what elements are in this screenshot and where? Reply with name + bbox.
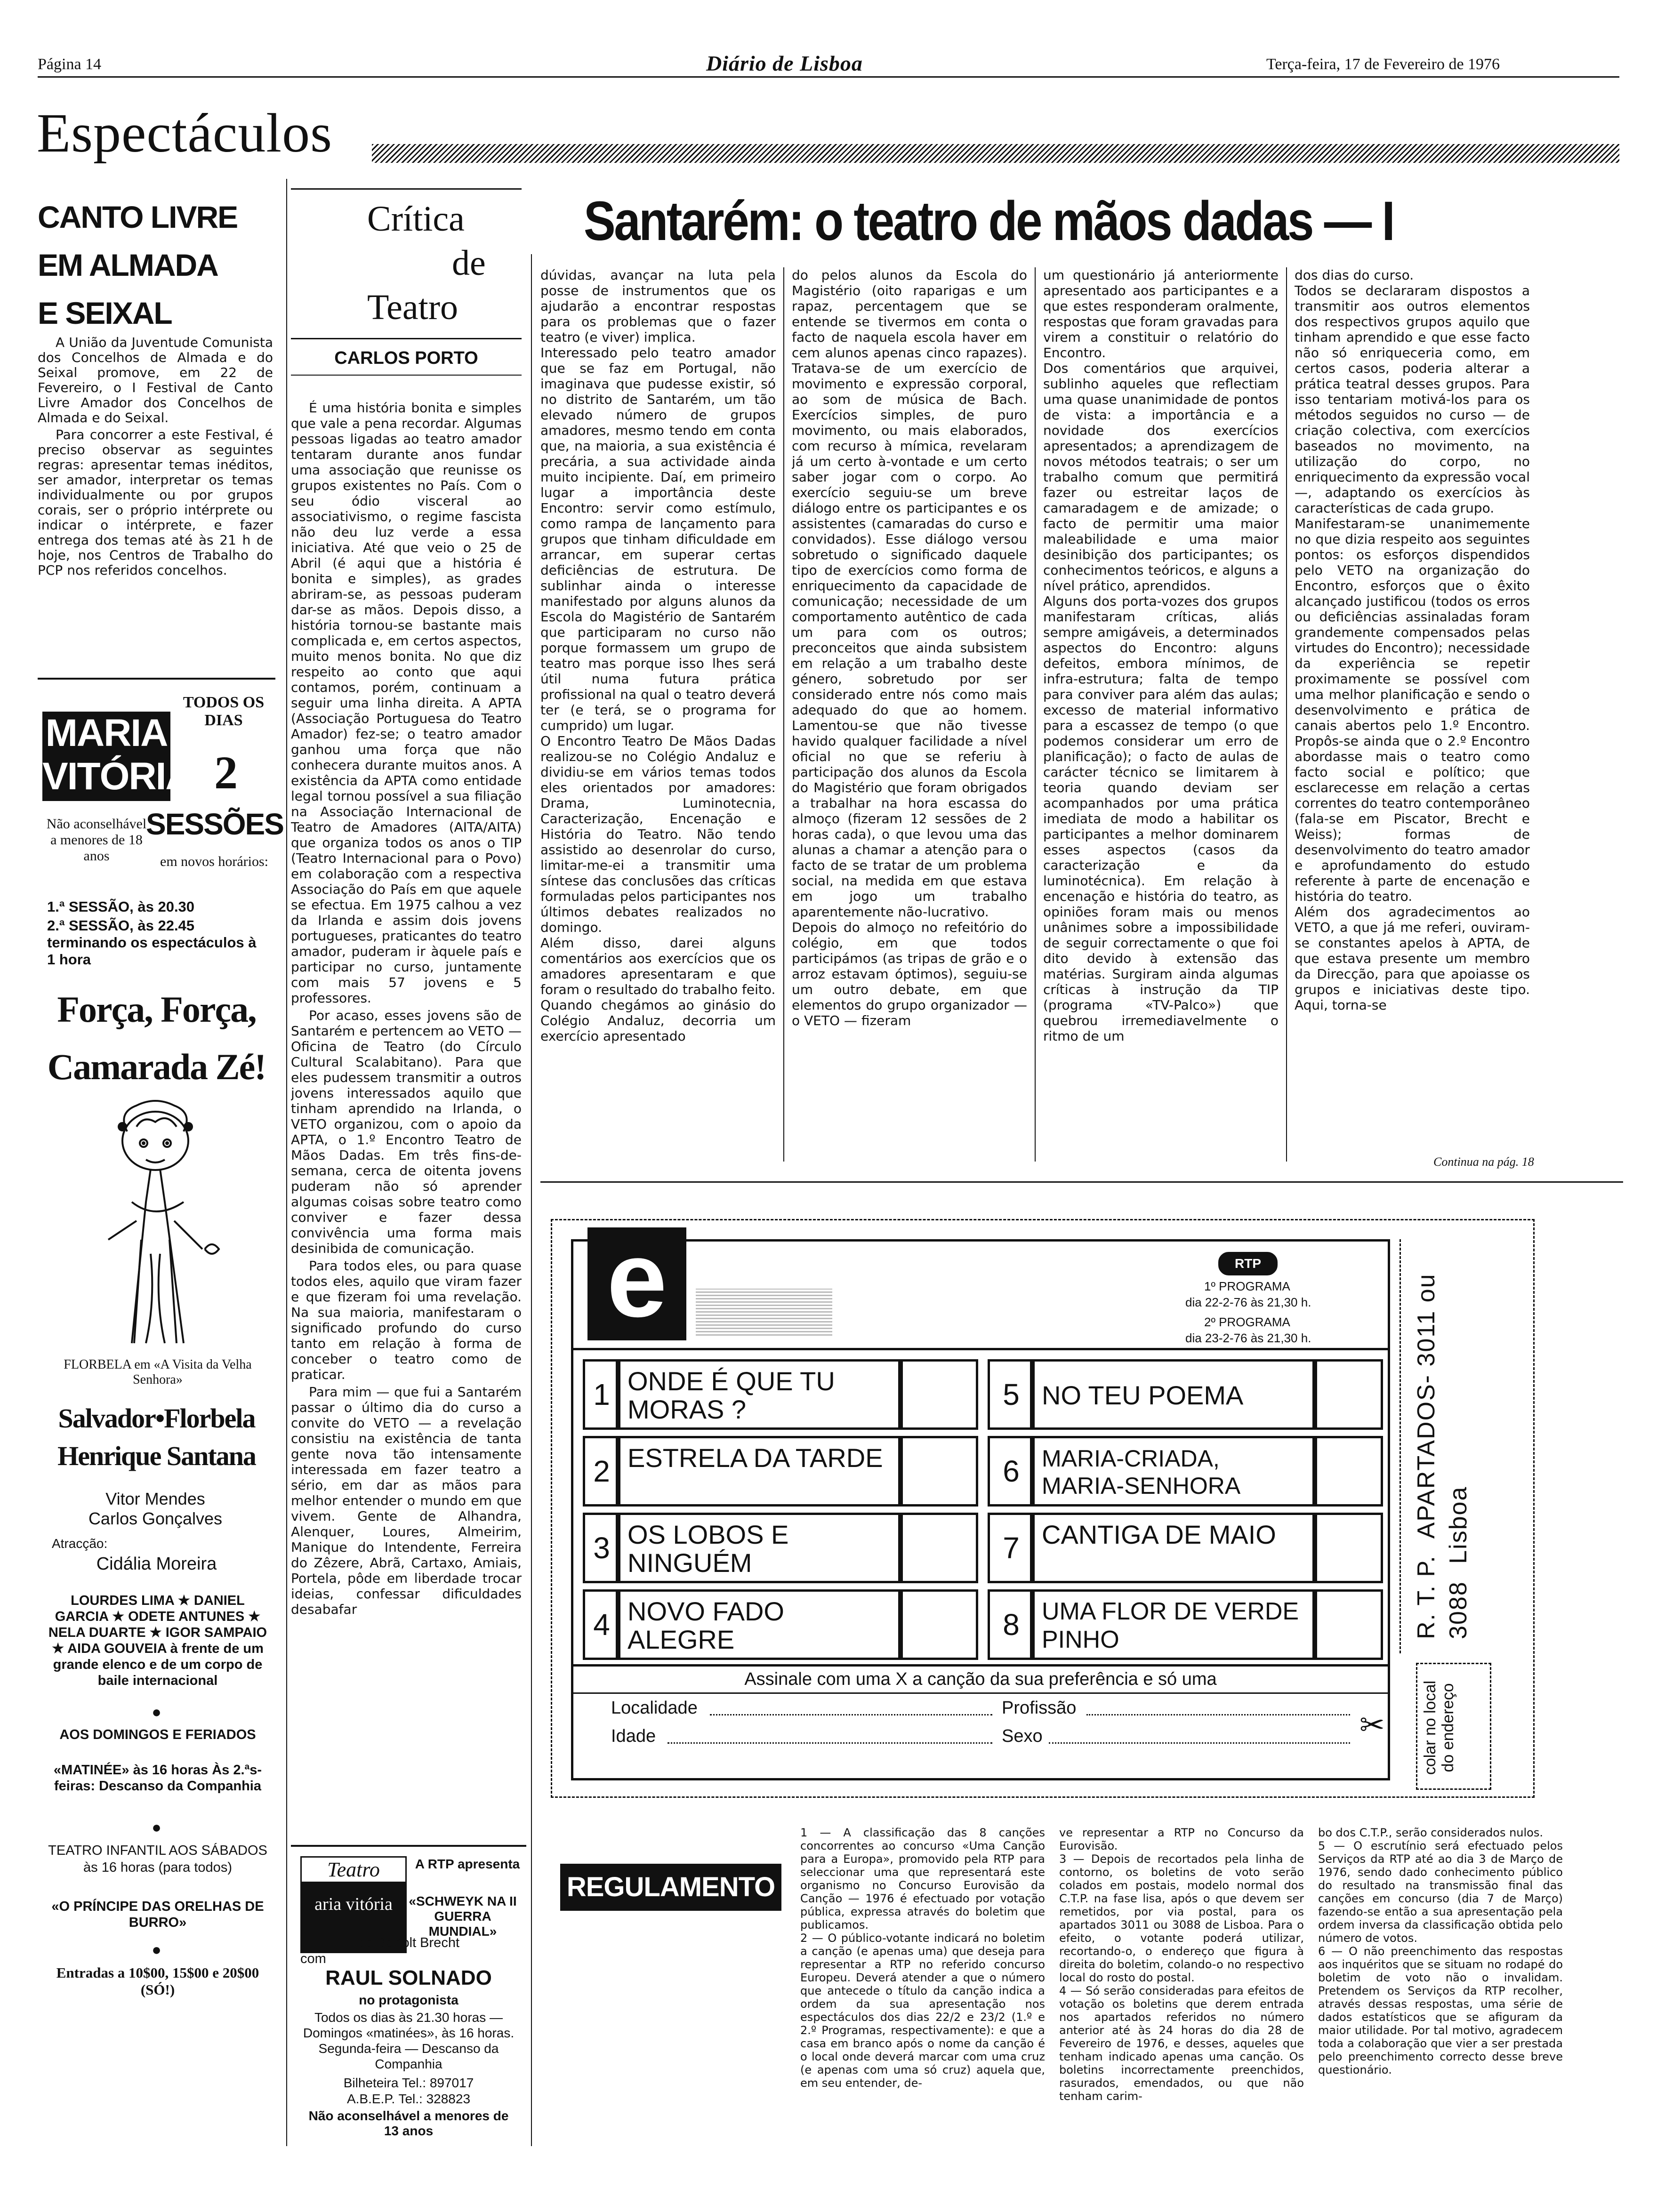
canto-livre-headline bbox=[38, 193, 282, 337]
regulamento-title: REGULAMENTO bbox=[560, 1864, 781, 1911]
article-headline: Santarém: o teatro de mãos dadas — I bbox=[584, 190, 1394, 252]
teatro-rtp: A RTP apresenta bbox=[415, 1857, 520, 1871]
sessoes-label: SESSÕES bbox=[146, 807, 283, 841]
article-column-2: do pelos alunos da Escola do Magistério (oito raparigas e um rapaz, percentagem que se entende se tivermos em conta o facto de naquela escola haver em cem alunos apenas cinco rapazes). Tratava-se de um exercício de movimento e expressão corporal, ao som de música de Bach. Exercícios simples, de puro movimento, ou mais elaborados, com recurso à mímica, revelaram já um certo à-vontade e um certo saber jogar com o corpo. Ao exercício seguiu-se um breve diálogo entre os participantes e os assistentes (camaradas do curso e convidados). Esse diálogo versou sobretudo o significado daquele tipo de exercícios como forma de enriquecimento da capacidade de comunicação; necessidade de um comportamento autêntico de cada um para com os outros; preconceitos que ainda subsistem em relação a um trabalho deste género, sobretudo por ser considerado entre nós como mais adequado do que ao homem. Lamentou-se que não tivesse havido qualquer facilidade a nível oficial no que se referiu à participação dos alunos da Escola do Magistério que foram obrigados a trabalhar na hora escassa do almoço (fizeram 12 sessões de 2 horas cada), o que levou uma das alunas a chamar a atenção para o facto de se tratar de um problema social, na medida em que estava em jogo um trabalho aparentemente não-lucrativo. Depois do almoço no refeitório do colégio, em que todos participámos (as tripas de grão e o arroz estavam óptimos), seguiu-se um outro debate, em que elementos do grupo organizador — o VETO — fizeram bbox=[792, 267, 1027, 1028]
critica-author: CARLOS PORTO bbox=[334, 348, 478, 368]
song-title: CANTIGA DE MAIO bbox=[1030, 1513, 1317, 1583]
critica-title bbox=[301, 197, 518, 329]
song-number: 2 bbox=[583, 1436, 620, 1507]
programa-1: 1º PROGRAMA bbox=[1204, 1279, 1290, 1293]
column-divider bbox=[1035, 267, 1036, 1162]
teatro-infantil: TEATRO INFANTIL AOS SÁBADOS às 16 horas (para todos) bbox=[48, 1843, 267, 1875]
critica-title-line: Crítica bbox=[367, 199, 465, 239]
performers: LOURDES LIMA ★ DANIEL GARCIA ★ ODETE ANTUNES ★ NELA DUARTE ★ IGOR SAMPAIO ★ AIDA GOUVEIA à frente de um grande elenco e de um corpo de baile internacional bbox=[48, 1593, 267, 1688]
teatro-logo-top: Teatro bbox=[302, 1858, 405, 1882]
canto-livre-paragraph: Para concorrer a este Festival, é preciso observar as seguintes regras: apresentar temas inéditos, ser amador, interpretar os temas individualmente ou por grupos corais, ser o próprio intérprete ou indicar o intérprete, e fazer entrega dos temas até às 21 h de hoje, nos Centros de Trabalho do PCP nos referidos concelhos. bbox=[38, 427, 273, 578]
song-title: OS LOBOS E NINGUÉM bbox=[616, 1513, 903, 1583]
programa-2: 2º PROGRAMA bbox=[1204, 1315, 1290, 1329]
teatro-com: com bbox=[300, 1951, 326, 1966]
teatro-nao: Não aconselhável a menores de 13 anos bbox=[308, 2108, 509, 2138]
song-row bbox=[988, 1589, 1383, 1660]
masthead: Diário de Lisboa bbox=[706, 51, 863, 75]
maria-vitoria-logo-line: VITÓRIA bbox=[42, 755, 193, 798]
canto-livre-body bbox=[38, 335, 273, 627]
song-checkbox[interactable] bbox=[898, 1513, 978, 1583]
eurovision-logo-shadow bbox=[696, 1289, 832, 1336]
article-column-3: um questionário já anteriormente apresentado aos participantes e a que estes responderam oralmente, respostas que foram gravadas para virem a constituir o relatório do Encontro. Dos comentários que arquivei, sublinho aqueles que reflectiam uma quase unanimidade de pontos de vista: a importância e a novidade dos exercícios apresentados; a aprendizagem de novos métodos teatrais; o ser um trabalho comum que permitirá fazer ou estreitar laços de camaradagem e de amizade; o facto de permitir uma maior maleabilidade e uma maior desinibição dos participantes; os conhecimentos teóricos, e alguns a nível prático, aprendidos. Alguns dos porta-vozes dos grupos manifestaram críticas, aliás sempre amigáveis, a determinados aspectos do Encontro: alguns defeitos, embora mínimos, de infra-estrutura; falta de tempo para conviver para além das aulas; excesso de material informativo para a escassez de tempo (o que podemos considerar um erro de planificação); o facto de aulas de carácter técnico se limitarem à teoria quando deviam ser acompanhados por uma prática imediata de modo a habilitar os participantes a melhor dominarem esses aspectos (casos da caracterização e da luminotécnica). Em relação à encenação e história do teatro, as opiniões foram mais ou menos unânimes sobre a impossibilidade de seguir correctamente o que foi dito devido à extensão das matérias. Surgiram ainda algumas críticas à instrução da TIP (programa «TV-Palco») que quebrou irremediavelmente o ritmo de um bbox=[1043, 267, 1279, 1044]
article-bottom-rule bbox=[540, 1181, 1623, 1183]
maria-vitoria-ad bbox=[38, 678, 283, 2148]
rtp-ballot bbox=[551, 1219, 1535, 1798]
atraccao: Cidália Moreira bbox=[96, 1554, 217, 1574]
sexo-field[interactable] bbox=[1049, 1742, 1350, 1744]
critica-body bbox=[291, 400, 522, 1835]
canto-livre-paragraph: A União da Juventude Comunista dos Concelhos de Almada e do Seixal promove, em 22 de Fevereiro, o I Festival de Canto Livre Amador dos Concelhos de Almada e do Seixal. bbox=[38, 335, 273, 425]
column-divider bbox=[286, 179, 287, 2146]
critica-paragraph: É uma história bonita e simples que vale a pena recordar. Algumas pessoas ligadas ao teatro amador tentaram durante anos fundar uma associação que reunisse os grupos existentes no País. Com o seu ódio visceral ao associativismo, o regime fascista não deu luz verde a essa iniciativa. Até que veio o 25 de Abril (é aqui que a história é bonita e simples), as grades abriram-se, as pessoas puderam dar-se as mãos. Depois disso, a história tornou-se bastante mais complicada e, em certos aspectos, muito menos bonita. No que diz respeito ao conto que aqui contamos, porém, continuam a seguir uma linha direita. A APTA (Associação Portuguesa do Teatro Amador) fez-se; o teatro amador ganhou uma força que não conhecera durante muitos anos. A existência da APTA como entidade legal tornou possível a sua filiação na Associação Internacional de Teatro de Amadores (AITA/AITA) que organiza todos os anos o TIP (Teatro Internacional para o Povo) em colaboração com a respectiva Associação do País em que aquele se efectua. Em 1975 calhou a vez da Irlanda e assim dois jovens portugueses, praticantes do teatro amador, puderam ir àquele país e participar no curso, juntamente com mais 57 jovens e 5 professores. bbox=[291, 400, 522, 1006]
sessao-2: 2.ª SESSÃO, às 22.45 terminando os espectáculos à 1 hora bbox=[47, 917, 257, 968]
programa-2-date: dia 23-2-76 às 21,30 h. bbox=[1185, 1331, 1311, 1345]
column-divider bbox=[531, 254, 532, 2146]
header-rule bbox=[38, 76, 1619, 78]
continua-link[interactable]: Continua na pág. 18 bbox=[1433, 1155, 1534, 1169]
teatro-horarios: Todos os dias às 21.30 horas — Domingos «matinées», às 16 horas. Segunda-feira — Descanso da Companhia bbox=[303, 2010, 515, 2071]
song-row bbox=[583, 1359, 978, 1430]
address-text bbox=[1410, 1263, 1474, 1639]
song-number: 6 bbox=[988, 1436, 1035, 1507]
todos-os-dias: TODOS OS DIAS bbox=[183, 694, 265, 729]
song-row bbox=[988, 1359, 1383, 1430]
teatro-abep: A.B.E.P. Tel.: 328823 bbox=[346, 2092, 471, 2106]
bullet: ● bbox=[152, 1703, 161, 1721]
teatro-logo-sub: aria vitória bbox=[314, 1894, 393, 1914]
address-line: APARTADOS- 3011 ou 3088 bbox=[1413, 1273, 1472, 1639]
idade-field[interactable] bbox=[668, 1742, 992, 1744]
bullet: ● bbox=[152, 1941, 161, 1959]
song-number: 3 bbox=[583, 1513, 620, 1583]
song-row bbox=[988, 1513, 1383, 1583]
scissors-icon: ✂ bbox=[1359, 1708, 1385, 1742]
canto-livre-headline-line: CANTO LIVRE bbox=[38, 200, 238, 234]
song-number: 8 bbox=[988, 1589, 1035, 1660]
song-number: 1 bbox=[583, 1359, 620, 1430]
song-number: 4 bbox=[583, 1589, 620, 1660]
header-date: Terça-feira, 17 de Fevereiro de 1976 bbox=[1266, 56, 1500, 73]
sessions-count: 2 bbox=[214, 746, 238, 799]
maria-vitoria-logo-line: MARIA bbox=[45, 712, 168, 754]
teatro-show: «SCHWEYK NA II GUERRA MUNDIAL» bbox=[409, 1894, 517, 1939]
song-row bbox=[583, 1436, 978, 1507]
regulamento-column-3: bo dos C.T.P., serão considerados nulos. 5 — O escrutínio será efectuado pelos Serviços da RTP até ao dia 3 de Março de 1976, sendo dado conhecimento público do resultado na transmissão final das canções em concurso (dia 7 de Março) fazendo-se então a sua apresentação pela ordem inversa da classificação obtida pelo número de votos. 6 — O não preenchimento das respostas aos inquéritos que se situam no rodapé do boletim de voto não o invalidam. Pretendem os Serviços da RTP recolher, através dessas respostas, uma série de dados estatísticos que se afiguram da maior utilidade. Por tal motivo, agradecem toda a colaboração que vier a ser prestada pelo preenchimento correcto desse breve questionário. bbox=[1318, 1826, 1563, 2076]
show-title-line: Camarada Zé! bbox=[47, 1046, 266, 1087]
song-checkbox[interactable] bbox=[1312, 1589, 1383, 1660]
ballot-instruction: Assinale com uma X a canção da sua preferência e só uma bbox=[573, 1664, 1388, 1694]
domingos: AOS DOMINGOS E FERIADOS bbox=[59, 1727, 256, 1742]
song-checkbox[interactable] bbox=[1312, 1513, 1383, 1583]
matinee: «MATINÉE» às 16 horas Às 2.ªs-feiras: Descanso da Companhia bbox=[53, 1763, 262, 1794]
canto-livre-headline-line: EM ALMADA bbox=[38, 248, 218, 282]
maria-vitoria-logo bbox=[42, 712, 193, 801]
critica-top-rule bbox=[291, 188, 522, 190]
column-divider bbox=[1286, 267, 1287, 1162]
address-line: Lisboa bbox=[1445, 1486, 1472, 1564]
atraccao-label: Atracção: bbox=[52, 1536, 108, 1551]
regulamento-column-1: 1 — A classificação das 8 canções concorrentes ao concurso «Uma Canção para a Europa», promovido pela RTP para seleccionar uma que representará este organismo no Concurso Eurovisão da Canção — 1976 é efectuado por votação pública, expressa através do boletim que publicamos. 2 — O público-votante indicará no boletim a canção (e apenas uma) que deseja para representar a RTP no referido concurso Europeu. Deverá atender a que o número que antecede o título da canção indica a ordem da sua apresentação nos espectáculos dos dias 22/2 e 23/2 (1.º e 2.º Programas, respectivamente): e que a casa em branco após o nome da canção é o local onde deverá marcar com uma cruz (e apenas com uma só cruz) aquela que, em seu entender, de- bbox=[800, 1826, 1045, 2090]
critica-paragraph: Por acaso, esses jovens são de Santarém e pertencem ao VETO — Oficina de Teatro (do Círculo Cultural Scalabitano). Para que eles pudessem transmitir a outros jovens interessados aquilo que tinham aprendido na Irlanda, o VETO organizou, com o apoio da APTA, o 1.º Encontro Teatro de Mãos Dadas. Em três fins-de-semana, cerca de oitenta jovens puderam não só aprender algumas coisas sobre teatro como conviver e fazer dessa convivência uma forma mais desinibida de comunicação. bbox=[291, 1008, 522, 1256]
song-row bbox=[583, 1589, 978, 1660]
song-checkbox[interactable] bbox=[898, 1436, 978, 1507]
show-title-line: Força, Força, bbox=[57, 989, 256, 1030]
address-panel bbox=[1400, 1239, 1514, 1653]
stars bbox=[38, 1400, 275, 1475]
teatro-bilheteira: Bilheteira Tel.: 897017 bbox=[343, 2076, 474, 2090]
show-title bbox=[38, 981, 275, 1096]
song-title: ONDE É QUE TU MORAS ? bbox=[616, 1359, 903, 1430]
localidade-label: Localidade bbox=[611, 1698, 698, 1718]
critica-paragraph: Para mim — que fui a Santarém passar o último dia do curso a convite do VETO — a revelação consistiu na existência de tanta gente nova tão intensamente interessada em fazer teatro a sério, em dar as mãos para melhor entender o mundo em que vivem. Gente de Alhandra, Alenquer, Loures, Almeirim, Manique do Intendente, Ferreira do Zêzere, Abrã, Cartaxo, Amiais, Portela, pôde em liberdade trocar ideias, confessar dificuldades desabafar bbox=[291, 1384, 522, 1617]
programa-1-date: dia 22-2-76 às 21,30 h. bbox=[1185, 1295, 1311, 1309]
critica-author-rule bbox=[291, 375, 522, 376]
section-title-hatch bbox=[372, 144, 1619, 163]
profissao-field[interactable] bbox=[1086, 1714, 1350, 1715]
ballot-main bbox=[571, 1218, 1390, 1780]
infantil-show: «O PRÍNCIPE DAS ORELHAS DE BURRO» bbox=[51, 1899, 264, 1930]
article-column-1: dúvidas, avançar na luta pela posse de instrumentos que os ajudarão a encontrar respostas para os problemas que o fazer teatro (e viver) implica. Interessado pelo teatro amador que se faz em Portugal, não imaginava que pudesse existir, só no distrito de Santarém, um tão elevado número de grupos amadores, mesmo tendo em conta que, na maioria, a sua existência é precária, a sua actividade ainda muito incipiente. Daí, em primeiro lugar a importância deste Encontro: servir como estímulo, como rampa de lançamento para grupos que tinham dificuldade em arrancar, em superar certas deficiências de estrutura. De sublinhar ainda o interesse manifestado por alguns alunos da Escola do Magistério de Santarém que participaram no curso não porque formassem um grupo de teatro mas porque isso lhes será útil numa futura prática profissional na qual o teatro deverá ter (e terá, se o programa for cumprido) um lugar. O Encontro Teatro De Mãos Dadas realizou-se no Colégio Andaluz e dividiu-se em vários temas todos eles orientados por amadores: Drama, Luminotecnia, Caracterização, Encenação e História do Teatro. Não tendo assistido ao desenrolar do curso, limitar-me-ei a transmitir uma síntese das conclusões das críticas formuladas pelos participantes nos últimos debates realizados no domingo. Além disso, darei alguns comentários aos exercícios que os amadores apresentaram e que foram o resultado do trabalho feito. Quando chegámos ao ginásio do Colégio Andaluz, decorria um exercício apresentado bbox=[540, 267, 776, 1044]
song-checkbox[interactable] bbox=[1312, 1436, 1383, 1507]
column-divider bbox=[783, 267, 784, 1162]
song-checkbox[interactable] bbox=[1312, 1359, 1383, 1430]
teatro-star: RAUL SOLNADO bbox=[325, 1966, 492, 1989]
section-title: Espectáculos bbox=[37, 102, 332, 164]
songs-grid bbox=[583, 1359, 1383, 1660]
song-title: MARIA-CRIADA, MARIA-SENHORA bbox=[1030, 1436, 1317, 1507]
song-number: 5 bbox=[988, 1359, 1035, 1430]
rtp-logo: RTP bbox=[1218, 1252, 1278, 1275]
article-column-4: dos dias do curso. Todos se declararam dispostos a transmitir aos outros elementos dos respectivos grupos aquilo que tinham aprendido e que esse facto não só enriqueceria como, em certos casos, poderia alterar a prática teatral desses grupos. Para isso tentariam motivá-los para os métodos seguidos no curso — de criação colectiva, com exercícios baseados no movimento, na utilização do corpo, no enriquecimento da expressão vocal —, adaptando os exercícios às características de cada grupo. Manifestaram-se unanimemente no que dizia respeito aos seguintes pontos: os esforços dispendidos pelo VETO na organização do Encontro, esforços que o êxito alcançado justificou (todos os erros ou deficiências assinaladas foram grandemente compensados pelas virtudes do Encontro); necessidade da experiência se repetir proximamente se possível com uma melhor planificação e sendo o desenvolvimento e prática de canais abertos pelo 1.º Encontro. Propôs-se ainda que o 2.º Encontro abordasse mais o teatro como facto social e político; que esclarecesse em relação a certas correntes do teatro contemporâneo (fala-se em Piscator, Brecht e Weiss); formas de desenvolvimento do teatro amador e aprofundamento do estudo referente à parte de encenação e história do teatro. Além dos agradecimentos ao VETO, a que já me referi, ouviram-se constantes apelos à APTA, de que estava presente um membro da Direcção, para que apoiasse os grupos e iniciativas deste tipo. Aqui, torna-se bbox=[1295, 267, 1530, 1013]
song-checkbox[interactable] bbox=[898, 1589, 978, 1660]
florbela-caption: FLORBELA em «A Visita da Velha Senhora» bbox=[64, 1357, 252, 1387]
song-title: ESTRELA DA TARDE bbox=[616, 1436, 903, 1507]
cast: Vitor Mendes Carlos Gonçalves bbox=[88, 1489, 223, 1528]
song-number: 7 bbox=[988, 1513, 1035, 1583]
critica-title-line: Teatro bbox=[367, 288, 458, 327]
localidade-field[interactable] bbox=[710, 1714, 992, 1715]
critica-title-rule bbox=[291, 338, 522, 339]
teatro-author: de Bertolt Brecht bbox=[358, 1935, 459, 1950]
critica-title-line: de bbox=[452, 243, 486, 283]
entradas: Entradas a 10$00, 15$00 e 20$00 (SÓ!) bbox=[56, 1964, 259, 1998]
star-line: Salvador•Florbela bbox=[58, 1403, 255, 1434]
stamp-text: colar no local do endereço bbox=[1421, 1680, 1457, 1775]
bullet: ● bbox=[152, 1819, 161, 1836]
stamp-box[interactable] bbox=[1416, 1663, 1491, 1790]
canto-livre-headline-line: E SEIXAL bbox=[38, 296, 172, 330]
star-line: Henrique Santana bbox=[57, 1441, 256, 1471]
song-checkbox[interactable] bbox=[898, 1359, 978, 1430]
page-number: Página 14 bbox=[38, 56, 102, 73]
teatro-protagonista: no protagonista bbox=[359, 1993, 458, 2007]
song-title: NOVO FADO ALEGRE bbox=[616, 1589, 903, 1660]
florbela-caricature bbox=[80, 1098, 231, 1353]
song-row bbox=[583, 1513, 978, 1583]
song-title: UMA FLOR DE VERDE PINHO bbox=[1030, 1589, 1317, 1660]
sessao-1: 1.ª SESSÃO, às 20.30 bbox=[47, 898, 195, 915]
idade-label: Idade bbox=[611, 1726, 656, 1746]
profissao-label: Profissão bbox=[1002, 1698, 1077, 1718]
eurovision-logo: e bbox=[587, 1227, 686, 1340]
nao-aconselhavel: Não aconselhável a menores de 18 anos bbox=[46, 816, 147, 864]
sexo-label: Sexo bbox=[1002, 1726, 1043, 1746]
novos-horarios: em novos horários: bbox=[160, 854, 268, 869]
song-title: NO TEU POEMA bbox=[1030, 1359, 1317, 1430]
critica-paragraph: Para todos eles, ou para quase todos eles, aquilo que viram fazer e que fizeram foi uma revelação. Na sua maioria, manifestaram o significado profundo do curso tanto em relação à forma de conceber o teatro como de praticar. bbox=[291, 1258, 522, 1382]
address-line: R. T. P. bbox=[1413, 1555, 1440, 1639]
ballot-header-rule bbox=[573, 1348, 1388, 1350]
regulamento-column-2: ve representar a RTP no Concurso da Eurovisão. 3 — Depois de recortados pela linha de contorno, os boletins de voto serão colados em postais, modelo normal dos C.T.P. na fase lisa, após o que devem ser remetidos, por via postal, para os apartados 3011 ou 3088 de Lisboa. Para o efeito, o votante poderá utilizar, recortando-o, o endereço que figura à direita do boletim, colando-o no respectivo local do rosto do postal. 4 — Só serão consideradas para efeitos de votação os boletins que derem entrada nos apartados referidos no número anterior até às 24 horas do dia 28 de Fevereiro de 1976, e desses, aqueles que tenham indicado apenas uma canção. Os boletins incorrectamente preenchidos, rasurados, emendados, ou que não tenham carim- bbox=[1059, 1826, 1304, 2103]
teatro-ad bbox=[291, 1845, 526, 2148]
song-row bbox=[988, 1436, 1383, 1507]
